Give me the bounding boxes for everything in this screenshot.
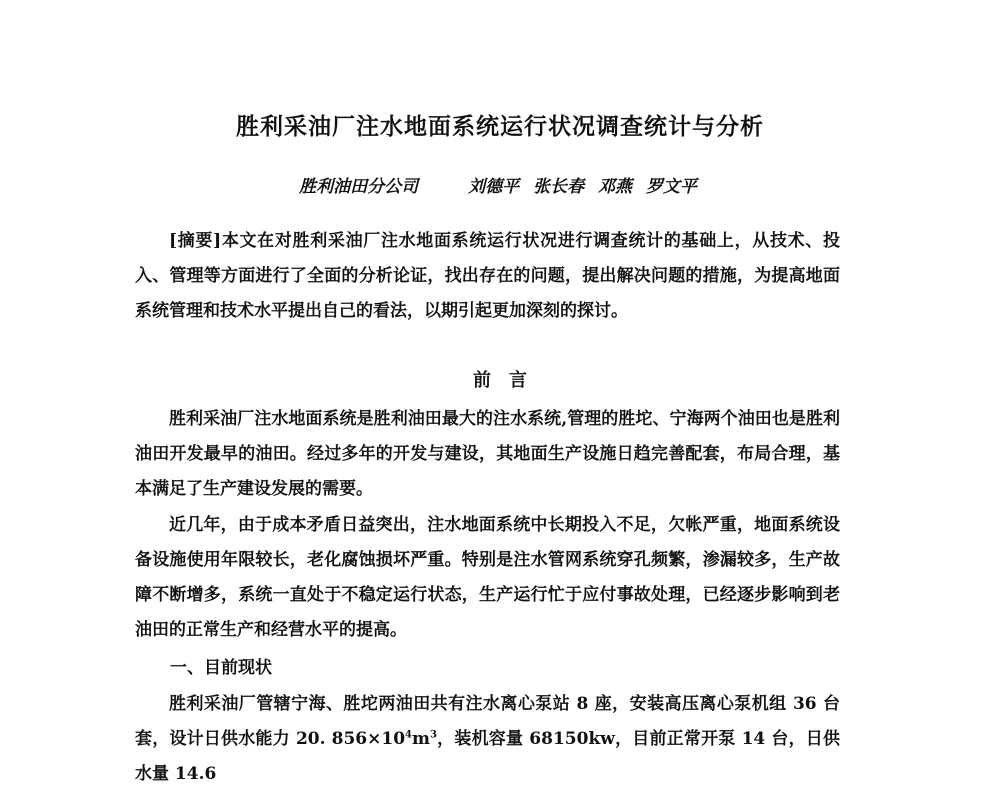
paper-title: 胜利采油厂注水地面系统运行状况调查统计与分析 — [236, 114, 764, 140]
section-heading-current-status: 一、目前现状 — [170, 658, 272, 678]
author-name: 邓燕 — [597, 177, 632, 197]
author-name: 罗文平 — [645, 177, 697, 197]
abstract: [摘要]本文在对胜利采油厂注水地面系统运行状况进行调查统计的基础上，从技术、投入、管理等方面进行了全面的分析论证，找出存在的问题，提出解决问题的措施，为提高地面系统管理和技术水平提出自己的看法，以期引起更加深刻的探讨。 — [135, 231, 840, 321]
unit-text: m — [412, 729, 430, 749]
paragraph-text: 胜利采油厂管辖宁海、胜坨两油田共有注水离心泵站 8 座，安装高压离心泵机组 36 台套，设计日供水能力 20. 856×10 — [135, 694, 840, 749]
author-name: 张长春 — [533, 177, 585, 197]
body-paragraph: 近几年，由于成本矛盾日益突出，注水地面系统中长期投入不足，欠帐严重，地面系统设备设施使用年限较长，老化腐蚀损坏严重。特别是注水管网系统穿孔频繁，渗漏较多，生产故障不断增多，系统一直处于不稳定运行状态，生产运行忙于应付事故处理，已经逐步影响到老油田的正常生产和经营水平的提高。 — [135, 515, 840, 640]
affiliation: 胜利油田分公司 — [299, 177, 419, 197]
body-paragraph — [135, 687, 840, 792]
author-line — [0, 174, 1000, 200]
exponent: 3 — [430, 729, 437, 741]
paragraph-text: ，装机容量 68150kw，目前正常开泵 14 台，日供水量 14.6 — [135, 729, 840, 784]
section-heading-preface: 前言 — [473, 370, 545, 391]
exponent: 4 — [405, 729, 412, 741]
body-paragraph: 胜利采油厂注水地面系统是胜利油田最大的注水系统,管理的胜坨、宁海两个油田也是胜利油田开发最早的油田。经过多年的开发与建设，其地面生产设施日趋完善配套，布局合理，基本满足了生产建设发展的需要。 — [135, 409, 840, 499]
author-name: 刘德平 — [468, 177, 520, 197]
